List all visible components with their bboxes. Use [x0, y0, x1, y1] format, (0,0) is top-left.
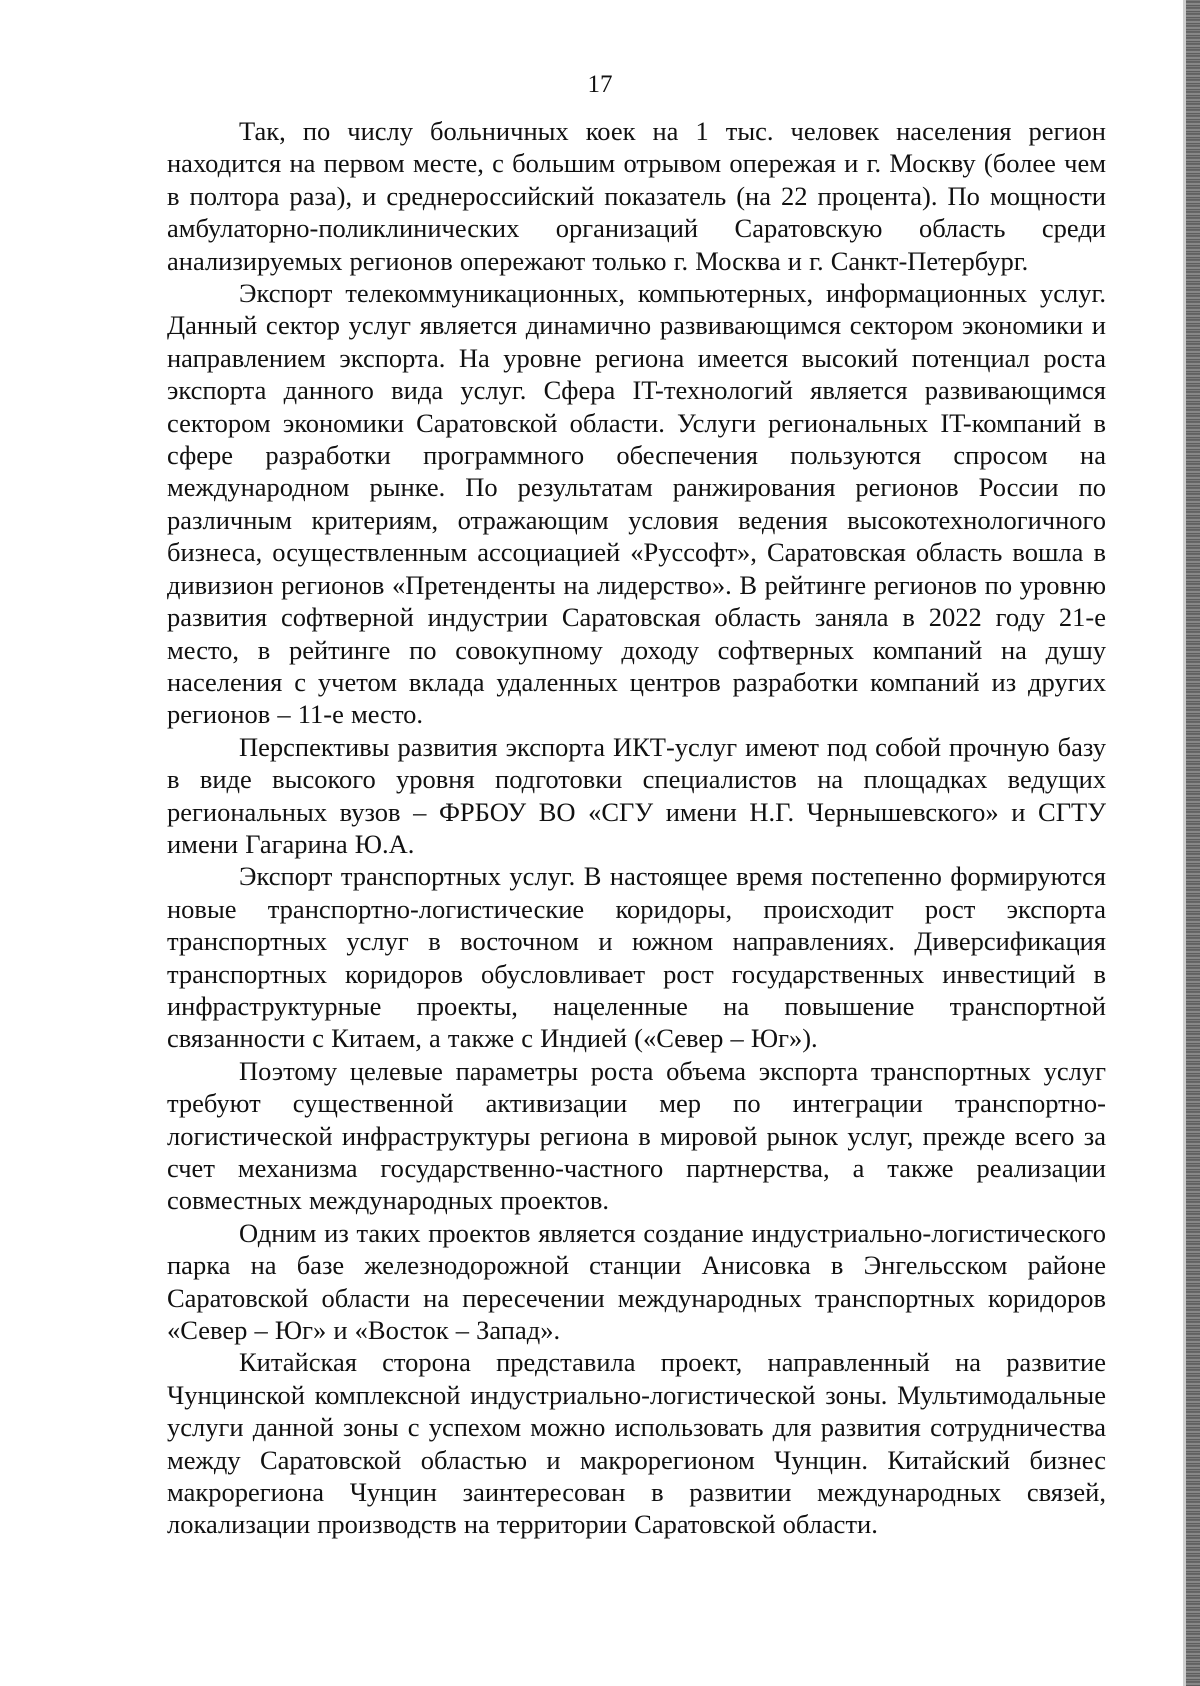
scan-edge — [1186, 0, 1200, 1686]
paragraph-hospital-beds: Так, по числу больничных коек на 1 тыс. человек населения регион находится на первом месте, с большим отрывом опережая и г. Москву (более чем в полтора раза), и среднероссийский показатель (на 22 процента). По мощности амбулаторно-поликлинических организаций Саратовскую область среди анализируемых регионов опережают только г. Москва и г. Санкт-Петербург. — [167, 116, 1106, 276]
paragraph-transport-targets: Поэтому целевые параметры роста объема экспорта транспортных услуг требуют существенной активизации мер по интеграции транспортно-логистической инфраструктуры региона в мировой рынок услуг, прежде всего за счет механизма государственно-частного партнерства, а также реализации совместных международных проектов. — [167, 1055, 1106, 1216]
paragraph-transport-services-export: Экспорт транспортных услуг. В настоящее время постепенно формируются новые транспортно-логистические коридоры, происходит рост экспорта транспортных услуг в восточном и южном направлениях. Диверсификация транспортных коридоров обусловливает рост государственных инвестиций в инфраструктурные проекты, нацеленные на повышение транспортной связанности с Китаем, а также с Индией («Север – Юг»). — [167, 861, 1106, 1054]
page-number: 17 — [587, 71, 613, 98]
document-body — [167, 115, 1106, 1541]
paragraph-it-services-export: Экспорт телекоммуникационных, компьютерных, информационных услуг. Данный сектор услуг является динамично развивающимся сектором экономики и направлением экспорта. На уровне региона имеется высокий потенциал роста экспорта данного вида услуг. Сфера IT-технологий является развивающимся сектором экономики Саратовской области. Услуги региональных IT-компаний в сфере разработки программного обеспечения пользуются спросом на международном рынке. По результатам ранжирования регионов России по различным критериям, отражающим условия ведения высокотехнологичного бизнеса, осуществленным ассоциацией «Руссофт», Саратовская область вошла в дивизион регионов «Претенденты на лидерство». В рейтинге регионов по уровню развития софтверной индустрии Саратовская область заняла в 2022 году 21-е место, в рейтинге по совокупному доходу софтверных компаний на душу населения с учетом вклада удаленных центров разработки компаний из других регионов – 11-е место. — [167, 278, 1106, 730]
paragraph-ict-prospects: Перспективы развития экспорта ИКТ-услуг имеют под собой прочную базу в виде высокого уровня подготовки специалистов на площадках ведущих региональных вузов – ФРБОУ ВО «СГУ имени Н.Г. Чернышевского» и СГТУ имени Гагарина Ю.А. — [167, 731, 1106, 859]
paragraph-chongqing-project: Китайская сторона представила проект, направленный на развитие Чунцинской комплексной индустриально-логистической зоны. Мультимодальные услуги данной зоны с успехом можно использовать для развития сотрудничества между Саратовской областью и макрорегионом Чунцин. Китайский бизнес макрорегиона Чунцин заинтересован в развитии международных связей, локализации производств на территории Саратовской области. — [167, 1347, 1106, 1540]
paragraph-anisovka-park: Одним из таких проектов является создание индустриально-логистического парка на базе железнодорожной станции Анисовка в Энгельсском районе Саратовской области на пересечении международных транспортных коридоров «Север – Юг» и «Восток – Запад». — [167, 1217, 1106, 1346]
